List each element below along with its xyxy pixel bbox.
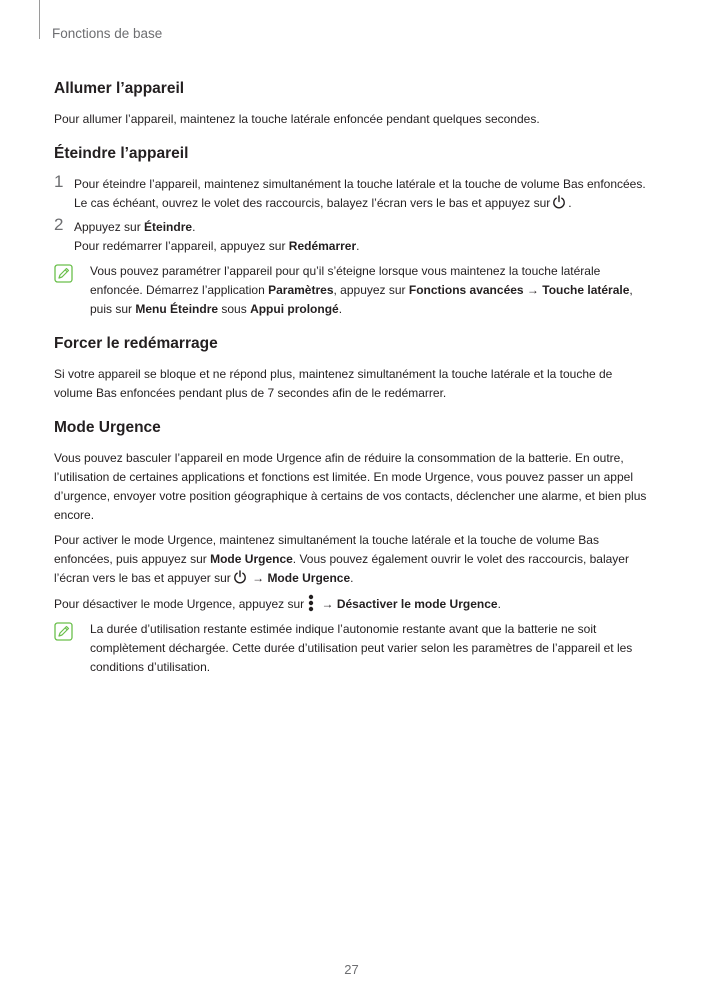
section-urgence [54, 419, 654, 677]
step-2-line2-bold: Redémarrer [288, 239, 357, 253]
section-title-eteindre: Éteindre l’appareil [54, 145, 189, 162]
section-allumer [54, 80, 654, 129]
note-b5: Appui prolongé [250, 302, 339, 316]
urgence-p3-t3: . [497, 597, 501, 611]
step-number-1: 1 [54, 172, 64, 191]
step-text-1 [74, 175, 654, 213]
section-forcer [54, 335, 654, 403]
urgence-p2-b1: Mode Urgence [210, 552, 293, 566]
step-1-text: Pour éteindre l’appareil, maintenez simultanément la touche latérale et la touche de volume Bas enfoncées. Le cas échéant, ouvrez le volet des raccourcis, balayez l’écran vers le bas et appuyez sur [74, 177, 646, 210]
step-text-2 [74, 218, 654, 237]
step-2-line2-pre: Pour redémarrer l’appareil, appuyez sur [74, 239, 289, 253]
urgence-p3 [54, 594, 654, 614]
step-number-2: 2 [54, 215, 64, 234]
note-eteindre [54, 262, 654, 319]
section-title-urgence: Mode Urgence [54, 419, 161, 436]
urgence-p2 [54, 531, 654, 588]
step-1-end: . [568, 196, 572, 210]
section-title-allumer: Allumer l’appareil [54, 80, 185, 97]
urgence-p2-t3: → [248, 571, 268, 585]
more-options-icon [307, 594, 315, 612]
note-t1: Vous pouvez paramétrer l’appareil pour qu’il s’éteigne lorsque vous maintenez la touche latérale enfoncée. Démarrez l’application [90, 264, 601, 297]
note-t3: → [523, 283, 543, 297]
power-icon [233, 570, 247, 584]
urgence-p2-t2: . Vous pouvez également ouvrir le volet des raccourcis, balayer l’écran vers le bas et appuyer sur [54, 552, 629, 585]
urgence-p3-b1: Désactiver le mode Urgence [336, 597, 498, 611]
step-2-post: . [192, 220, 196, 234]
note-b4: Menu Éteindre [135, 302, 219, 316]
step-1 [54, 172, 654, 213]
note-t2: , appuyez sur [333, 283, 409, 297]
note-pencil-icon [54, 622, 73, 641]
step-2-line2-post: . [356, 239, 360, 253]
step-2 [54, 215, 654, 256]
note-t5: sous [218, 302, 251, 316]
step-text-2-line2 [74, 237, 654, 256]
section-text-forcer: Si votre appareil se bloque et ne répond plus, maintenez simultanément la touche latérale et la touche de volume Bas enfoncées pendant plus de 7 secondes afin de le redémarrer. [54, 367, 613, 400]
note-pencil-icon [54, 264, 73, 283]
header-title: Fonctions de base [52, 26, 163, 41]
note-b3: Touche latérale [542, 283, 630, 297]
header-rule [39, 0, 40, 39]
note-t4: , puis sur [90, 283, 633, 316]
section-title-forcer: Forcer le redémarrage [54, 335, 218, 352]
urgence-p2-b2: Mode Urgence [267, 571, 351, 585]
urgence-p3-t2: → [318, 597, 337, 611]
step-2-pre: Appuyez sur [74, 220, 145, 234]
note-b2: Fonctions avancées [408, 283, 524, 297]
note-text-eteindre [90, 262, 654, 319]
section-text-allumer: Pour allumer l’appareil, maintenez la touche latérale enfoncée pendant quelques secondes. [54, 112, 540, 126]
note-t6: . [338, 302, 343, 316]
step-2-bold: Éteindre [144, 220, 193, 234]
note-b1: Paramètres [268, 283, 334, 297]
page-content [54, 80, 654, 693]
page-number: 27 [344, 962, 359, 977]
power-icon [552, 195, 566, 209]
urgence-p2-t4: . [350, 571, 354, 585]
urgence-p2-t1: Pour activer le mode Urgence, maintenez simultanément la touche latérale et la touche de volume Bas enfoncées, puis appuyez sur [54, 533, 599, 566]
note-text-urgence: La durée d’utilisation restante estimée indique l’autonomie restante avant que la batterie ne soit complètement déchargée. Cette durée d’utilisation peut varier selon les paramètres de l’appareil et les conditions d’utilisation. [90, 622, 633, 674]
urgence-p1: Vous pouvez basculer l’appareil en mode Urgence afin de réduire la consommation de la batterie. En outre, l’utilisation de certaines applications et fonctions est limitée. En mode Urgence, vous pouvez passer un appel d’urgence, envoyer votre position géographique à certains de vos contacts, déclencher une alarme, et bien plus encore. [54, 451, 647, 522]
urgence-p3-t1: Pour désactiver le mode Urgence, appuyez sur [54, 597, 305, 611]
note-urgence [54, 620, 654, 677]
section-eteindre [54, 145, 654, 319]
